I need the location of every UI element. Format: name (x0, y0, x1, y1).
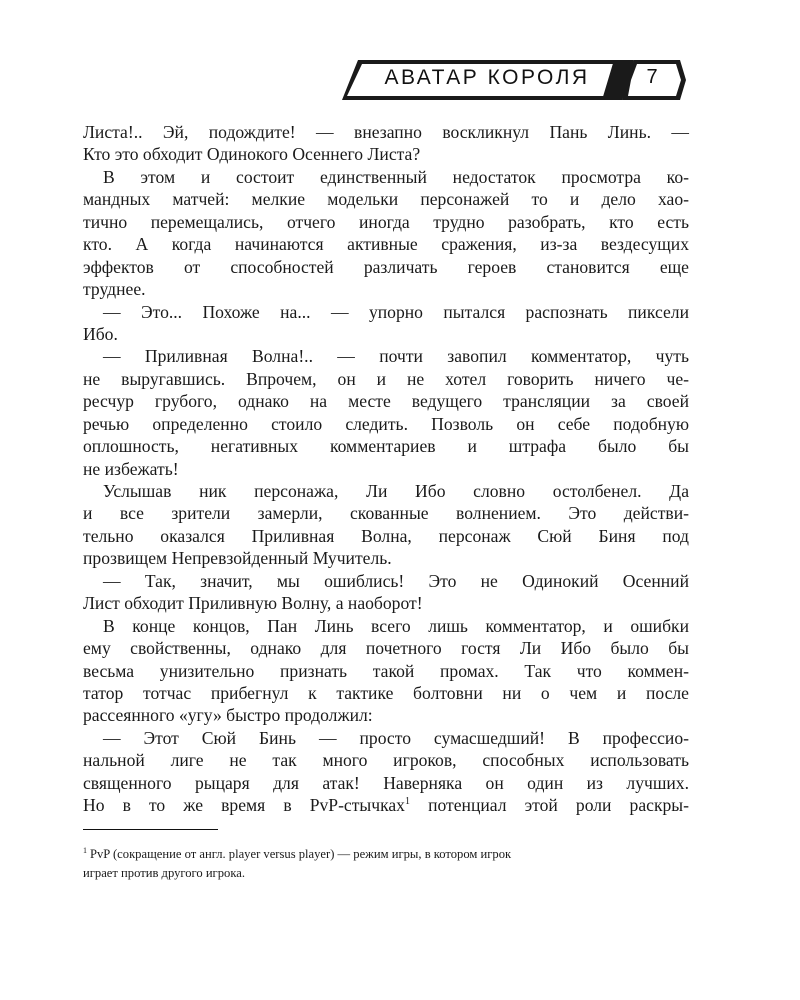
text-line: не избежать! (83, 458, 179, 479)
footnote (83, 841, 689, 883)
text-line: — Это... Похоже на... — упорно пытался распознать пиксели (103, 301, 689, 322)
text-line: прозвищем Непревзойденный Мучитель. (83, 548, 392, 569)
text-line: эффектов от способностей различать героев становится еще (83, 256, 689, 277)
text-line-with-footnote (83, 794, 689, 816)
text-line: — Так, значит, мы ошиблись! Это не Одинокий Осенний (103, 570, 689, 591)
text-line: не выругавшись. Впрочем, он и не хотел говорить ничего че- (83, 368, 689, 389)
text-line: оплошность, негативных комментариев и штрафа было бы (83, 436, 689, 457)
text-line: мандных матчей: мелкие модельки персонажей то и дело хао- (83, 189, 689, 210)
text-line: и все зрители замерли, скованные волнением. Это действи- (83, 503, 689, 524)
page-number: 7 (646, 66, 658, 88)
text-line: Лист обходит Приливную Волну, а наоборот! (83, 593, 423, 614)
body-text (83, 121, 689, 817)
footnote-text: PvP (сокращение от англ. player versus player) — режим игры, в котором игрок (90, 847, 512, 862)
footnote-mark: 1 (83, 846, 87, 855)
text-line: тично перемещались, отчего иногда трудно разобрать, кто есть (83, 211, 689, 232)
text-line: речью определенно стоило следить. Позволь он себе подобную (83, 413, 689, 434)
text-line: рассеянного «угу» быстро продолжил: (83, 705, 373, 726)
text-line: весьма унизительно признать такой промах. Так что коммен- (83, 660, 689, 681)
text-line: В этом и состоит единственный недостаток просмотра ко- (103, 166, 689, 187)
text-line: ему свойственны, однако для почетного гостя Ли Ибо было бы (83, 638, 689, 659)
text-line: В конце концов, Пан Линь всего лишь комментатор, и ошибки (103, 615, 689, 636)
text-line: ресчур грубого, однако на месте ведущего трансляции за своей (83, 391, 689, 412)
book-title: АВАТАР КОРОЛЯ (384, 66, 590, 89)
text-line: тельно оказался Приливная Волна, персонаж Сюй Биня под (83, 525, 689, 546)
text-line: кто. А когда начинаются активные сражения, из-за вездесущих (83, 234, 689, 255)
text-line: труднее. (83, 279, 146, 300)
text-line: Ибо. (83, 323, 118, 344)
footnote-reference: 1 (404, 796, 410, 808)
footnote-line: играет против другого игрока. (83, 866, 245, 881)
text-line: Кто это обходит Одинокого Осеннего Листа? (83, 144, 421, 165)
text-line: священного рыцаря для атак! Наверняка он один из лучших. (83, 772, 689, 793)
text-line-part: Но в то же время в PvP-стычках (83, 795, 405, 816)
text-line: Листа!.. Эй, подождите! — внезапно воскликнул Пань Линь. — (83, 122, 689, 142)
text-line: нальной лиге не так много игроков, способных использовать (83, 750, 689, 771)
text-line: — Приливная Волна!.. — почти завопил комментатор, чуть (103, 346, 689, 367)
text-line: Услышав ник персонажа, Ли Ибо словно остолбенел. Да (103, 481, 689, 501)
text-line-part: потенциал этой роли раскры- (428, 795, 689, 816)
footnote-line (83, 841, 689, 864)
footnote-separator (83, 829, 218, 830)
running-header (336, 58, 688, 102)
text-line: — Этот Сюй Бинь — просто сумасшедший! В профессио- (103, 727, 689, 748)
text-line: татор тотчас прибегнул к тактике болтовни ни о чем и после (83, 682, 689, 703)
